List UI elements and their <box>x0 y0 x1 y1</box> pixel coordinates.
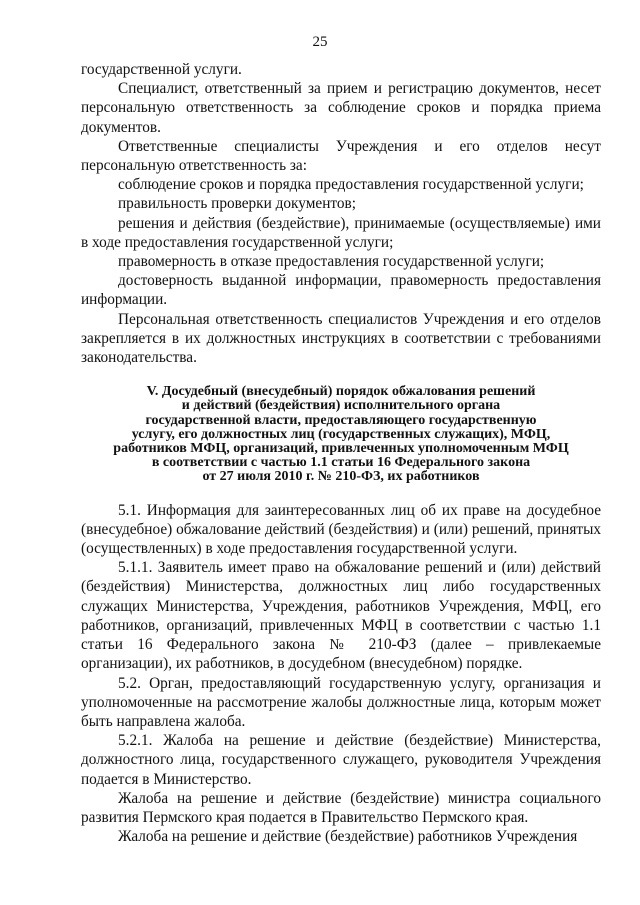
paragraph: Персональная ответственность специалистов Учреждения и его отделов закрепляется в их должностных инструкциях в соответствии с требованиями законодательства. <box>81 310 601 367</box>
section-heading <box>81 385 601 484</box>
paragraph: Жалоба на решение и действие (бездействие) министра социального развития Пермского края подается в Правительство Пермского края. <box>81 789 601 826</box>
paragraph: 5.2.1. Жалоба на решение и действие (бездействие) Министерства, должностного лица, государственного служащего, руководителя Учреждения подается в Министерство. <box>81 732 601 788</box>
paragraph: решения и действия (бездействие), принимаемые (осуществляемые) ими в ходе предоставления государственной услуги; <box>81 214 601 251</box>
document-body <box>81 60 601 846</box>
paragraph: соблюдение сроков и порядка предоставления государственной услуги; <box>118 176 584 194</box>
paragraph: Жалоба на решение и действие (бездействие) работников Учреждения <box>118 828 578 846</box>
paragraph: достоверность выданной информации, правомерность предоставления информации. <box>81 272 601 309</box>
section-heading-line: от 27 июля 2010 г. № 210-ФЗ, их работников <box>202 469 480 485</box>
paragraph: 5.1. Информация для заинтересованных лиц об их праве на досудебное (внесудебное) обжалование действий (бездействия) и (или) решений, принятых (осуществленных) в ходе предоставления государственной услуги. <box>81 501 601 558</box>
paragraph: правильность проверки документов; <box>118 195 356 213</box>
section-heading-line: государственной власти, предоставляющего государственную <box>145 412 537 428</box>
paragraph: Ответственные специалисты Учреждения и его отделов несут персональную ответственность за: <box>81 137 601 175</box>
paragraph: государственной услуги. <box>81 61 242 78</box>
paragraph: правомерность в отказе предоставления государственной услуги; <box>118 253 545 271</box>
paragraph: Специалист, ответственный за прием и регистрацию документов, несет персональную ответственность за соблюдение сроков и порядка приема документов. <box>81 80 601 136</box>
section-heading-line: и действий (бездействия) исполнительного органа <box>181 398 501 414</box>
section-heading-line: V. Досудебный (внесудебный) порядок обжалования решений <box>146 384 536 400</box>
paragraph: 5.1.1. Заявитель имеет право на обжалование решений и (или) действий (бездействия) Министерства, должностных лиц либо государственных служащих Министерства, Учреждения, работников Учреждения, МФЦ, его работников, организаций, привлеченных МФЦ в соответствии с частью 1.1 статьи 16 Федерального закона № 210-ФЗ (далее – привлекаемые организации), их работников, в досудебном (внесудебном) порядке. <box>81 559 601 673</box>
section-heading-line: работников МФЦ, организаций, привлеченных уполномоченным МФЦ <box>113 441 569 457</box>
section-heading-line: услугу, его должностных лиц (государственных служащих), МФЦ, <box>131 426 551 442</box>
page-number: 25 <box>312 34 328 50</box>
section-heading-line: в соответствии с частью 1.1 статьи 16 Федерального закона <box>151 455 531 471</box>
paragraph: 5.2. Орган, предоставляющий государственную услугу, организация и уполномоченные на рассмотрение жалобы должностные лица, которым может быть направлена жалоба. <box>81 674 601 730</box>
